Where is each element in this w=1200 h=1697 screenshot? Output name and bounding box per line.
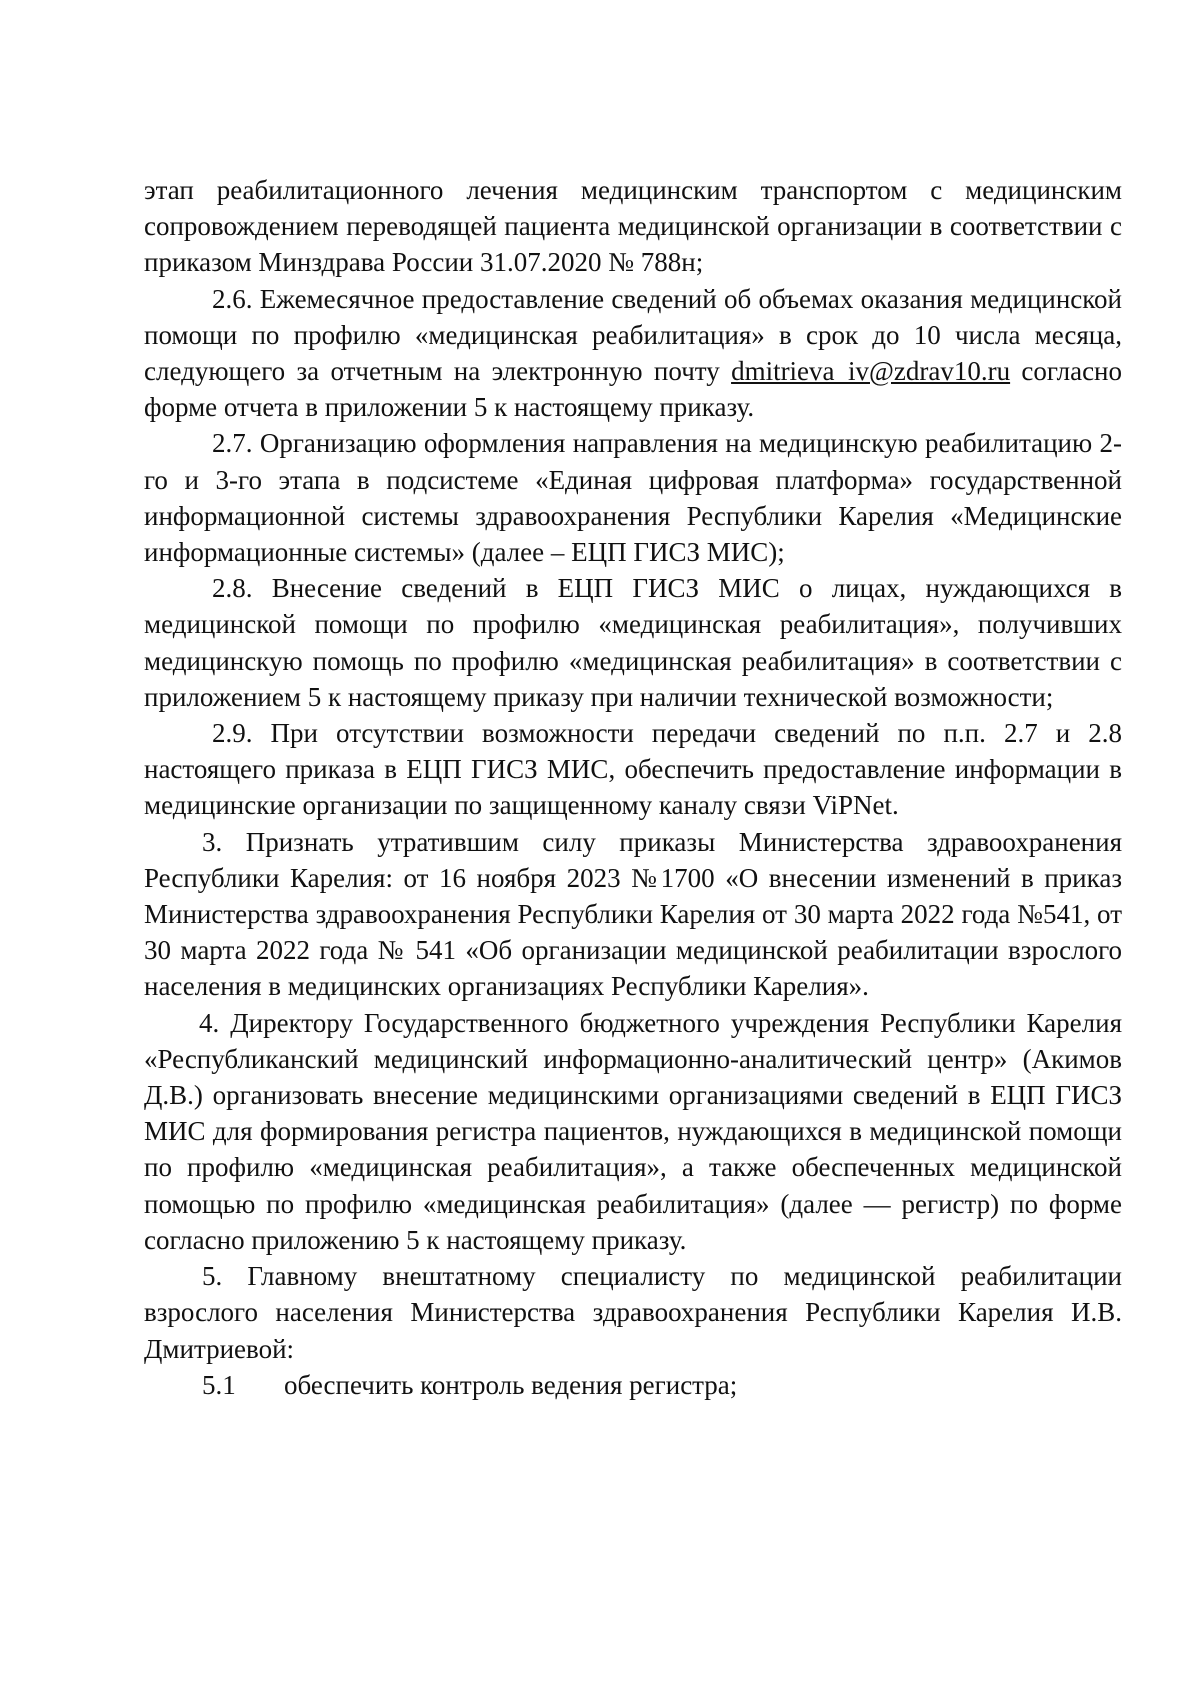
paragraph-5: 5. Главному внештатному специалисту по медицинской реабилитации взрослого населения Министерства здравоохранения Республики Карелия И.В. Дмитриевой: bbox=[144, 1261, 1122, 1364]
subitem-5-1-text: обеспечить контроль ведения регистра; bbox=[284, 1369, 738, 1400]
subitem-5-1-number: 5.1 bbox=[202, 1369, 236, 1400]
paragraph-2-8: 2.8. Внесение сведений в ЕЦП ГИСЗ МИС о лицах, нуждающихся в медицинской помощи по профилю «медицинская реабилитация», получивших медицинскую помощь по профилю «медицинская реабилитация» в соответствии с приложением 5 к настоящему приказу при наличии технической возможности; bbox=[144, 573, 1122, 712]
paragraph-2-7: 2.7. Организацию оформления направления на медицинскую реабилитацию 2-го и 3-го этапа в подсистеме «Единая цифровая платформа» государственной информационной системы здравоохранения Республики Карелия «Медицинские информационные системы» (далее – ЕЦП ГИСЗ МИС); bbox=[144, 428, 1122, 568]
paragraph-4: 4. Директору Государственного бюджетного учреждения Республики Карелия «Республиканский медицинский информационно-аналитический центр» (Акимов Д.В.) организовать внесение медицинскими организациями сведений в ЕЦП ГИСЗ МИС для формирования регистра пациентов, нуждающихся в медицинской помощи по профилю «медицинская реабилитация», а также обеспеченных медицинской помощью по профилю «медицинская реабилитация» (далее — регистр) по форме согласно приложению 5 к настоящему приказу. bbox=[144, 1007, 1122, 1255]
paragraph-3: 3. Признать утратившим силу приказы Министерства здравоохранения Республики Карелия: от 16 ноября 2023 №1700 «О внесении изменений в приказ Министерства здравоохранения Республики Карелия от 30 марта 2022 года №541, от 30 марта 2022 года № 541 «Об организации медицинской реабилитации взрослого населения в медицинских организациях Республики Карелия». bbox=[144, 826, 1122, 1002]
paragraph-2-6-text: 2.6. Ежемесячное предоставление сведений об объемах оказания медицинской помощи по профилю «медицинская реабилитация» в срок до 10 числа месяца, следующего за отчетным на электронную почту bbox=[144, 283, 1122, 387]
email-link[interactable]: dmitrieva_iv@zdrav10.ru bbox=[731, 356, 1011, 387]
paragraph-2-6 bbox=[144, 281, 1122, 426]
document-body bbox=[144, 172, 1122, 1403]
subitem-5-1 bbox=[144, 1367, 1122, 1403]
paragraph-2-9: 2.9. При отсутствии возможности передачи сведений по п.п. 2.7 и 2.8 настоящего приказа в ЕЦП ГИСЗ МИС, обеспечить предоставление информации в медицинские организации по защищенному каналу связи ViPNet. bbox=[144, 718, 1122, 821]
paragraph-2-6-tail: согласно форме отчета в приложении 5 к настоящему приказу. bbox=[144, 356, 1123, 423]
paragraph-transport: этап реабилитационного лечения медицинским транспортом с медицинским сопровождением переводящей пациента медицинской организации в соответствии с приказом Минздрава России 31.07.2020 № 788н; bbox=[144, 175, 1122, 278]
